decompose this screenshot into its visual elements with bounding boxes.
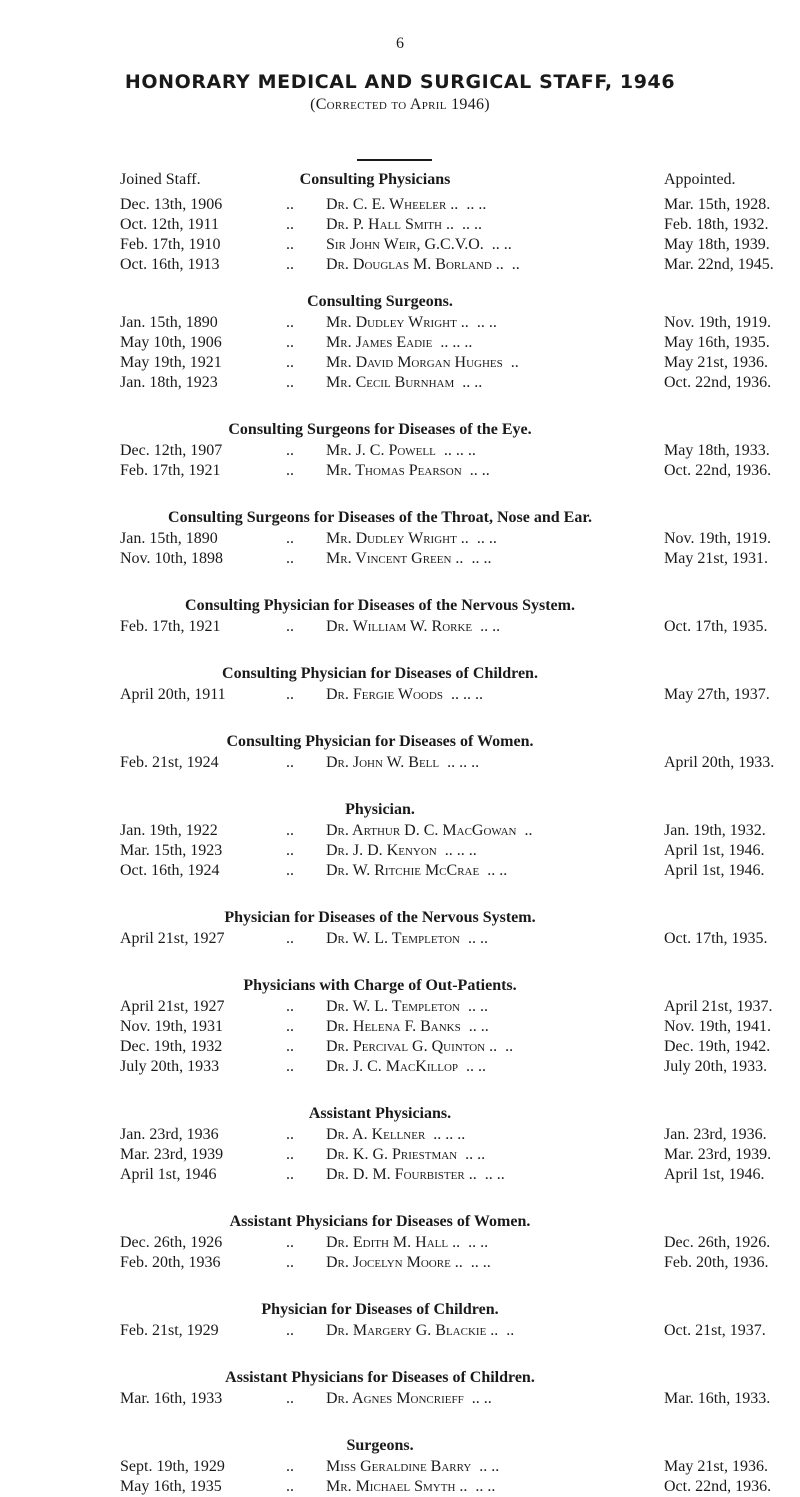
leader-dots: ..	[286, 862, 294, 879]
leader-dots: ..	[286, 1018, 294, 1035]
staff-row	[0, 353, 800, 373]
staff-name: Mr. Cecil Burnham	[326, 374, 455, 391]
leader-dots: .. ..	[462, 374, 483, 391]
leader-dots: .. .. ..	[443, 442, 476, 459]
joined-date: Sept. 19th, 1929	[120, 1458, 225, 1475]
section-gap	[0, 705, 800, 731]
section-gap	[0, 637, 800, 663]
staff-name: Dr. Jocelyn Moore ..	[326, 1254, 463, 1271]
appointed-date: May 21st, 1931.	[664, 550, 768, 567]
joined-date: Nov. 19th, 1931	[120, 1018, 223, 1035]
leader-dots: ..	[286, 686, 294, 703]
leader-dots: ..	[524, 822, 533, 839]
appointed-date: May 27th, 1937.	[664, 686, 770, 703]
leader-dots: ..	[286, 998, 294, 1015]
staff-row	[0, 461, 800, 481]
staff-row	[0, 1057, 800, 1077]
leader-dots: ..	[286, 618, 294, 635]
leader-dots: .. ..	[471, 550, 492, 567]
joined-date: Feb. 21st, 1929	[120, 1322, 219, 1339]
section-gap	[0, 1273, 800, 1299]
section-title: Surgeons.	[346, 1437, 414, 1454]
section-title: Assistant Physicians for Diseases of Children.	[225, 1369, 535, 1386]
leader-dots: .. ..	[476, 314, 497, 331]
staff-name: Sir John Weir, G.C.V.O.	[326, 236, 484, 253]
appointed-date: Oct. 22nd, 1936.	[664, 374, 772, 391]
staff-name: Mr. David Morgan Hughes	[326, 354, 503, 371]
staff-name: Mr. Vincent Green ..	[326, 550, 464, 567]
staff-name: Dr. J. C. MacKillop	[326, 1058, 459, 1075]
staff-row	[0, 255, 800, 275]
appointed-date: Oct. 21st, 1937.	[664, 1322, 766, 1339]
leader-dots: ..	[286, 550, 294, 567]
leader-dots: .. ..	[465, 1146, 486, 1163]
appointed-date: Jan. 19th, 1932.	[664, 822, 766, 839]
staff-name-cell	[326, 1145, 485, 1165]
sections-container	[0, 195, 800, 1497]
leader-dots: .. ..	[466, 1058, 487, 1075]
leader-dots: ..	[286, 256, 294, 273]
staff-name-cell	[326, 1321, 514, 1341]
staff-name: Dr. Fergie Woods	[326, 686, 443, 703]
staff-name: Dr. Margery G. Blackie ..	[326, 1322, 499, 1339]
staff-row	[0, 685, 800, 705]
section-title: Assistant Physicians for Diseases of Women.	[229, 1213, 531, 1230]
appointed-date: May 18th, 1933.	[664, 442, 770, 459]
staff-name-cell	[326, 313, 497, 333]
column-headings	[0, 171, 800, 195]
staff-row	[0, 529, 800, 549]
leader-dots: .. .. ..	[440, 334, 473, 351]
staff-row	[0, 1233, 800, 1253]
joined-date: Mar. 16th, 1933	[120, 1390, 223, 1407]
page-number: 6	[396, 35, 404, 52]
leader-dots: ..	[286, 1038, 294, 1055]
leader-dots: ..	[286, 334, 294, 351]
leader-dots: ..	[286, 1458, 294, 1475]
section-gap	[0, 881, 800, 907]
staff-name-cell	[326, 929, 488, 949]
appointed-date: April 20th, 1933.	[664, 754, 775, 771]
staff-name: Dr. Helena F. Banks	[326, 1018, 461, 1035]
leader-dots: ..	[286, 1058, 294, 1075]
appointed-date: Nov. 19th, 1919.	[664, 530, 771, 547]
staff-name-cell	[326, 685, 483, 705]
title-rule	[357, 159, 432, 161]
staff-row	[0, 617, 800, 637]
staff-name-cell	[326, 1233, 488, 1253]
staff-name: Dr. P. Hall Smith ..	[326, 216, 454, 233]
leader-dots: ..	[286, 1146, 294, 1163]
section-gap	[0, 275, 800, 291]
appointed-date: Oct. 22nd, 1936.	[664, 462, 772, 479]
leader-dots: .. ..	[484, 1166, 505, 1183]
section-title: Consulting Surgeons.	[307, 293, 453, 310]
leader-dots: ..	[286, 462, 294, 479]
joined-date: Feb. 17th, 1910	[120, 236, 221, 253]
leader-dots: .. ..	[487, 862, 508, 879]
staff-row	[0, 441, 800, 461]
staff-row	[0, 215, 800, 235]
staff-row	[0, 195, 800, 215]
staff-name: Dr. K. G. Priestman	[326, 1146, 458, 1163]
leader-dots: .. ..	[471, 1390, 492, 1407]
leader-dots: .. ..	[476, 530, 497, 547]
leader-dots: .. ..	[466, 196, 487, 213]
staff-row	[0, 1037, 800, 1057]
staff-row	[0, 373, 800, 393]
joined-date: April 21st, 1927	[120, 930, 225, 947]
staff-name-cell	[326, 821, 532, 841]
leader-dots: ..	[286, 374, 294, 391]
staff-name-cell	[326, 353, 519, 373]
section-gap	[0, 1409, 800, 1435]
staff-row	[0, 929, 800, 949]
leader-dots: .. ..	[467, 930, 488, 947]
staff-name-cell	[326, 1165, 505, 1185]
joined-date: Nov. 10th, 1898	[120, 550, 223, 567]
appointed-date: May 18th, 1939.	[664, 236, 770, 253]
appointed-date: Dec. 19th, 1942.	[664, 1038, 771, 1055]
leader-dots: ..	[286, 530, 294, 547]
appointed-date: Mar. 16th, 1933.	[664, 1390, 771, 1407]
joined-column-heading: Joined Staff.	[120, 171, 201, 188]
leader-dots: .. .. ..	[444, 842, 477, 859]
staff-name: Dr. D. M. Fourbister ..	[326, 1166, 477, 1183]
staff-row	[0, 997, 800, 1017]
staff-name-cell	[326, 549, 491, 569]
joined-date: Oct. 16th, 1924	[120, 862, 220, 879]
appointed-date: July 20th, 1933.	[664, 1058, 768, 1075]
appointed-date: Nov. 19th, 1941.	[664, 1018, 771, 1035]
leader-dots: .. ..	[491, 236, 512, 253]
appointed-date: Dec. 26th, 1926.	[664, 1234, 771, 1251]
staff-name-cell	[326, 753, 479, 773]
staff-row	[0, 821, 800, 841]
section-title: Consulting Physician for Diseases of Children.	[222, 665, 538, 682]
leader-dots: ..	[286, 1166, 294, 1183]
staff-name: Dr. W. L. Templeton	[326, 998, 460, 1015]
leader-dots: ..	[286, 216, 294, 233]
leader-dots: ..	[286, 754, 294, 771]
leader-dots: .. ..	[468, 1234, 489, 1251]
staff-name: Dr. Percival G. Quinton ..	[326, 1038, 498, 1055]
staff-row	[0, 1253, 800, 1273]
appointed-date: May 16th, 1935.	[664, 334, 770, 351]
staff-name: Dr. William W. Rorke	[326, 618, 473, 635]
section-title: Physician.	[345, 801, 415, 818]
staff-name: Mr. Michael Smyth ..	[326, 1478, 468, 1495]
staff-name: Miss Geraldine Barry	[326, 1458, 472, 1475]
staff-name-cell	[326, 255, 520, 275]
appointed-date: Nov. 19th, 1919.	[664, 314, 771, 331]
leader-dots: ..	[286, 314, 294, 331]
leader-dots: .. .. ..	[450, 686, 483, 703]
staff-name-cell	[326, 195, 486, 215]
section-gap	[0, 481, 800, 507]
leader-dots: .. ..	[467, 998, 488, 1015]
joined-date: Mar. 23rd, 1939	[120, 1146, 224, 1163]
leader-dots: ..	[286, 442, 294, 459]
appointed-date: Feb. 18th, 1932.	[664, 216, 769, 233]
staff-name: Dr. A. Kellner	[326, 1126, 426, 1143]
staff-name-cell	[326, 617, 500, 637]
section-title: Consulting Surgeons for Diseases of the Throat, Nose and Ear.	[168, 509, 592, 526]
staff-row	[0, 841, 800, 861]
staff-name-cell	[326, 1253, 491, 1273]
staff-name-cell	[326, 1037, 513, 1057]
section-gap	[0, 569, 800, 595]
staff-name-cell	[326, 529, 497, 549]
leader-dots: ..	[286, 236, 294, 253]
staff-row	[0, 1321, 800, 1341]
joined-date: Mar. 15th, 1923	[120, 842, 223, 859]
staff-row	[0, 1125, 800, 1145]
document-title: HONORARY MEDICAL AND SURGICAL STAFF, 1946	[124, 71, 676, 93]
section-title: Physician for Diseases of Children.	[261, 1301, 499, 1318]
staff-row	[0, 333, 800, 353]
staff-row	[0, 1477, 800, 1497]
joined-date: Dec. 13th, 1906	[120, 196, 223, 213]
staff-name-cell	[326, 441, 476, 461]
joined-date: Oct. 12th, 1911	[120, 216, 219, 233]
appointed-date: Mar. 23rd, 1939.	[664, 1146, 772, 1163]
staff-row	[0, 861, 800, 881]
leader-dots: .. ..	[468, 1018, 489, 1035]
staff-name-cell	[326, 1125, 465, 1145]
section-title: Physician for Diseases of the Nervous System.	[224, 909, 536, 926]
leader-dots: .. .. ..	[447, 754, 480, 771]
staff-name-cell	[326, 215, 482, 235]
leader-dots: .. .. ..	[433, 1126, 466, 1143]
staff-name: Dr. Douglas M. Borland ..	[326, 256, 504, 273]
joined-date: May 19th, 1921	[120, 354, 222, 371]
joined-date: Feb. 17th, 1921	[120, 462, 221, 479]
staff-name-cell	[326, 841, 477, 861]
appointed-date: May 21st, 1936.	[664, 354, 768, 371]
section-gap	[0, 1185, 800, 1211]
leader-dots: ..	[286, 1126, 294, 1143]
appointed-date: April 1st, 1946.	[664, 842, 765, 859]
appointed-date: Oct. 22nd, 1936.	[664, 1478, 772, 1495]
leader-dots: ..	[510, 354, 519, 371]
document-subtitle: (Corrected to April 1946)	[310, 96, 490, 113]
appointed-date: Mar. 22nd, 1945.	[664, 256, 774, 273]
staff-name-cell	[326, 1477, 495, 1497]
staff-name: Mr. Dudley Wright ..	[326, 314, 469, 331]
staff-name-cell	[326, 461, 490, 481]
leader-dots: ..	[506, 1322, 515, 1339]
joined-date: Oct. 16th, 1913	[120, 256, 220, 273]
joined-date: May 16th, 1935	[120, 1478, 222, 1495]
staff-name: Mr. J. C. Powell	[326, 442, 436, 459]
staff-name: Dr. C. E. Wheeler ..	[326, 196, 459, 213]
leader-dots: .. ..	[479, 1458, 500, 1475]
joined-date: Jan. 18th, 1923	[120, 374, 218, 391]
joined-date: Feb. 21st, 1924	[120, 754, 219, 771]
joined-date: July 20th, 1933	[120, 1058, 220, 1075]
joined-date: April 21st, 1927	[120, 998, 225, 1015]
staff-row	[0, 1017, 800, 1037]
appointed-date: April 1st, 1946.	[664, 862, 765, 879]
appointed-date: Mar. 15th, 1928.	[664, 196, 771, 213]
leader-dots: ..	[505, 1038, 514, 1055]
staff-name: Mr. Dudley Wright ..	[326, 530, 469, 547]
joined-date: Jan. 15th, 1890	[120, 314, 218, 331]
appointed-date: April 1st, 1946.	[664, 1166, 765, 1183]
section-title: Consulting Physician for Diseases of the Nervous System.	[185, 597, 575, 614]
staff-name-cell	[326, 333, 472, 353]
section-title: Consulting Physician for Diseases of Women.	[226, 733, 534, 750]
section-gap	[0, 393, 800, 419]
staff-name-cell	[326, 997, 488, 1017]
leader-dots: ..	[286, 822, 294, 839]
leader-dots: ..	[286, 1390, 294, 1407]
staff-name-cell	[326, 1389, 492, 1409]
staff-row	[0, 313, 800, 333]
staff-name-cell	[326, 861, 507, 881]
leader-dots: .. ..	[475, 1478, 496, 1495]
staff-row	[0, 753, 800, 773]
leader-dots: ..	[286, 196, 294, 213]
staff-name-cell	[326, 1057, 486, 1077]
joined-date: Feb. 17th, 1921	[120, 618, 221, 635]
leader-dots: ..	[286, 930, 294, 947]
leader-dots: ..	[286, 354, 294, 371]
staff-row	[0, 1165, 800, 1185]
section-gap	[0, 1341, 800, 1367]
leader-dots: ..	[286, 1478, 294, 1495]
joined-date: Dec. 26th, 1926	[120, 1234, 223, 1251]
staff-name: Dr. Arthur D. C. MacGowan	[326, 822, 517, 839]
appointed-date: April 21st, 1937.	[664, 998, 773, 1015]
staff-name-cell	[326, 373, 482, 393]
appointed-date: Oct. 17th, 1935.	[664, 930, 768, 947]
staff-name: Dr. J. D. Kenyon	[326, 842, 437, 859]
leader-dots: ..	[286, 1234, 294, 1251]
appointed-column-heading: Appointed.	[664, 171, 736, 188]
staff-name-cell	[326, 1017, 489, 1037]
joined-date: Jan. 19th, 1922	[120, 822, 218, 839]
section-title: Consulting Physicians	[299, 171, 451, 188]
staff-name: Mr. James Eadie	[326, 334, 433, 351]
section-gap	[0, 1077, 800, 1103]
staff-name: Mr. Thomas Pearson	[326, 462, 462, 479]
leader-dots: ..	[286, 1254, 294, 1271]
staff-name: Dr. Edith M. Hall ..	[326, 1234, 461, 1251]
joined-date: Feb. 20th, 1936	[120, 1254, 221, 1271]
leader-dots: ..	[286, 1322, 294, 1339]
section-title: Consulting Surgeons for Diseases of the Eye.	[228, 421, 532, 438]
section-gap	[0, 773, 800, 799]
staff-list	[0, 171, 800, 1497]
staff-row	[0, 1145, 800, 1165]
leader-dots: ..	[286, 842, 294, 859]
joined-date: Dec. 19th, 1932	[120, 1038, 223, 1055]
joined-date: April 1st, 1946	[120, 1166, 217, 1183]
leader-dots: .. ..	[461, 216, 482, 233]
joined-date: May 10th, 1906	[120, 334, 222, 351]
staff-name-cell	[326, 1457, 499, 1477]
appointed-date: Jan. 23rd, 1936.	[664, 1126, 767, 1143]
appointed-date: Feb. 20th, 1936.	[664, 1254, 769, 1271]
leader-dots: .. ..	[469, 462, 490, 479]
appointed-date: Oct. 17th, 1935.	[664, 618, 768, 635]
joined-date: Dec. 12th, 1907	[120, 442, 223, 459]
staff-row	[0, 235, 800, 255]
staff-row	[0, 549, 800, 569]
section-title: Physicians with Charge of Out-Patients.	[243, 977, 517, 994]
staff-name: Dr. John W. Bell	[326, 754, 440, 771]
section-title: Assistant Physicians.	[308, 1105, 452, 1122]
staff-name: Dr. W. L. Templeton	[326, 930, 460, 947]
appointed-date: May 21st, 1936.	[664, 1458, 768, 1475]
leader-dots: .. ..	[470, 1254, 491, 1271]
staff-row	[0, 1457, 800, 1477]
staff-name: Dr. W. Ritchie McCrae	[326, 862, 480, 879]
leader-dots: .. ..	[480, 618, 501, 635]
staff-name-cell	[326, 235, 512, 255]
leader-dots: ..	[511, 256, 520, 273]
section-gap	[0, 949, 800, 975]
staff-row	[0, 1389, 800, 1409]
staff-name: Dr. Agnes Moncrieff	[326, 1390, 464, 1407]
joined-date: Jan. 15th, 1890	[120, 530, 218, 547]
joined-date: Jan. 23rd, 1936	[120, 1126, 219, 1143]
joined-date: April 20th, 1911	[120, 686, 226, 703]
